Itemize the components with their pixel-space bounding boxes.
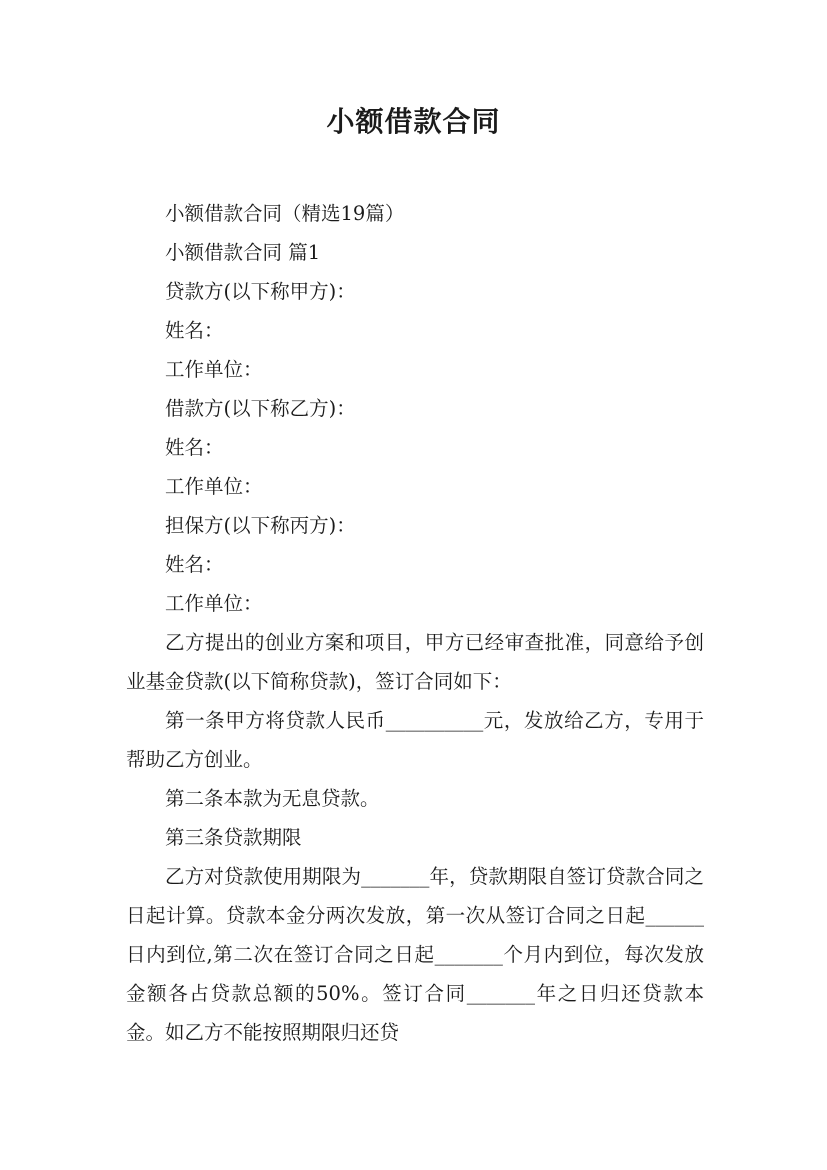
paragraph-subtitle: 小额借款合同（精选19篇） [165, 202, 405, 225]
paragraph-section-heading: 小额借款合同 篇1 [165, 241, 321, 264]
paragraph-intro: 乙方提出的创业方案和项目，甲方已经审查批准，同意给予创业基金贷款(以下简称贷款)，签订合同如下： [126, 631, 704, 693]
paragraph-borrower-name: 姓名： [165, 436, 224, 459]
paragraph-guarantor-label: 担保方(以下称丙方)： [165, 514, 356, 537]
paragraph-lender-workplace: 工作单位： [165, 358, 263, 381]
paragraph-article-3-body: 乙方对贷款使用期限为_______年，贷款期限自签订贷款合同之日起计算。贷款本金分两次发放，第一次从签订合同之日起______日内到位,第二次在签订合同之日起_______个月内到位，每次发放金额各占贷款总额的50%。签订合同_______年之日归还贷款本金。如乙方不能按照期限归还贷 [126, 865, 704, 1044]
paragraph-borrower-workplace: 工作单位： [165, 475, 263, 498]
paragraph-guarantor-workplace: 工作单位： [165, 592, 263, 615]
paragraph-lender-name: 姓名： [165, 319, 224, 342]
paragraph-lender-label: 贷款方(以下称甲方)： [165, 280, 356, 303]
paragraph-borrower-label: 借款方(以下称乙方)： [165, 397, 356, 420]
paragraph-guarantor-name: 姓名： [165, 553, 224, 576]
document-body [126, 194, 704, 1052]
paragraph-article-2: 第二条本款为无息贷款。 [165, 787, 380, 810]
paragraph-article-1: 第一条甲方将贷款人民币__________元，发放给乙方，专用于帮助乙方创业。 [126, 709, 704, 771]
paragraph-article-3-heading: 第三条贷款期限 [165, 826, 302, 849]
document-title: 小额借款合同 [326, 105, 501, 138]
